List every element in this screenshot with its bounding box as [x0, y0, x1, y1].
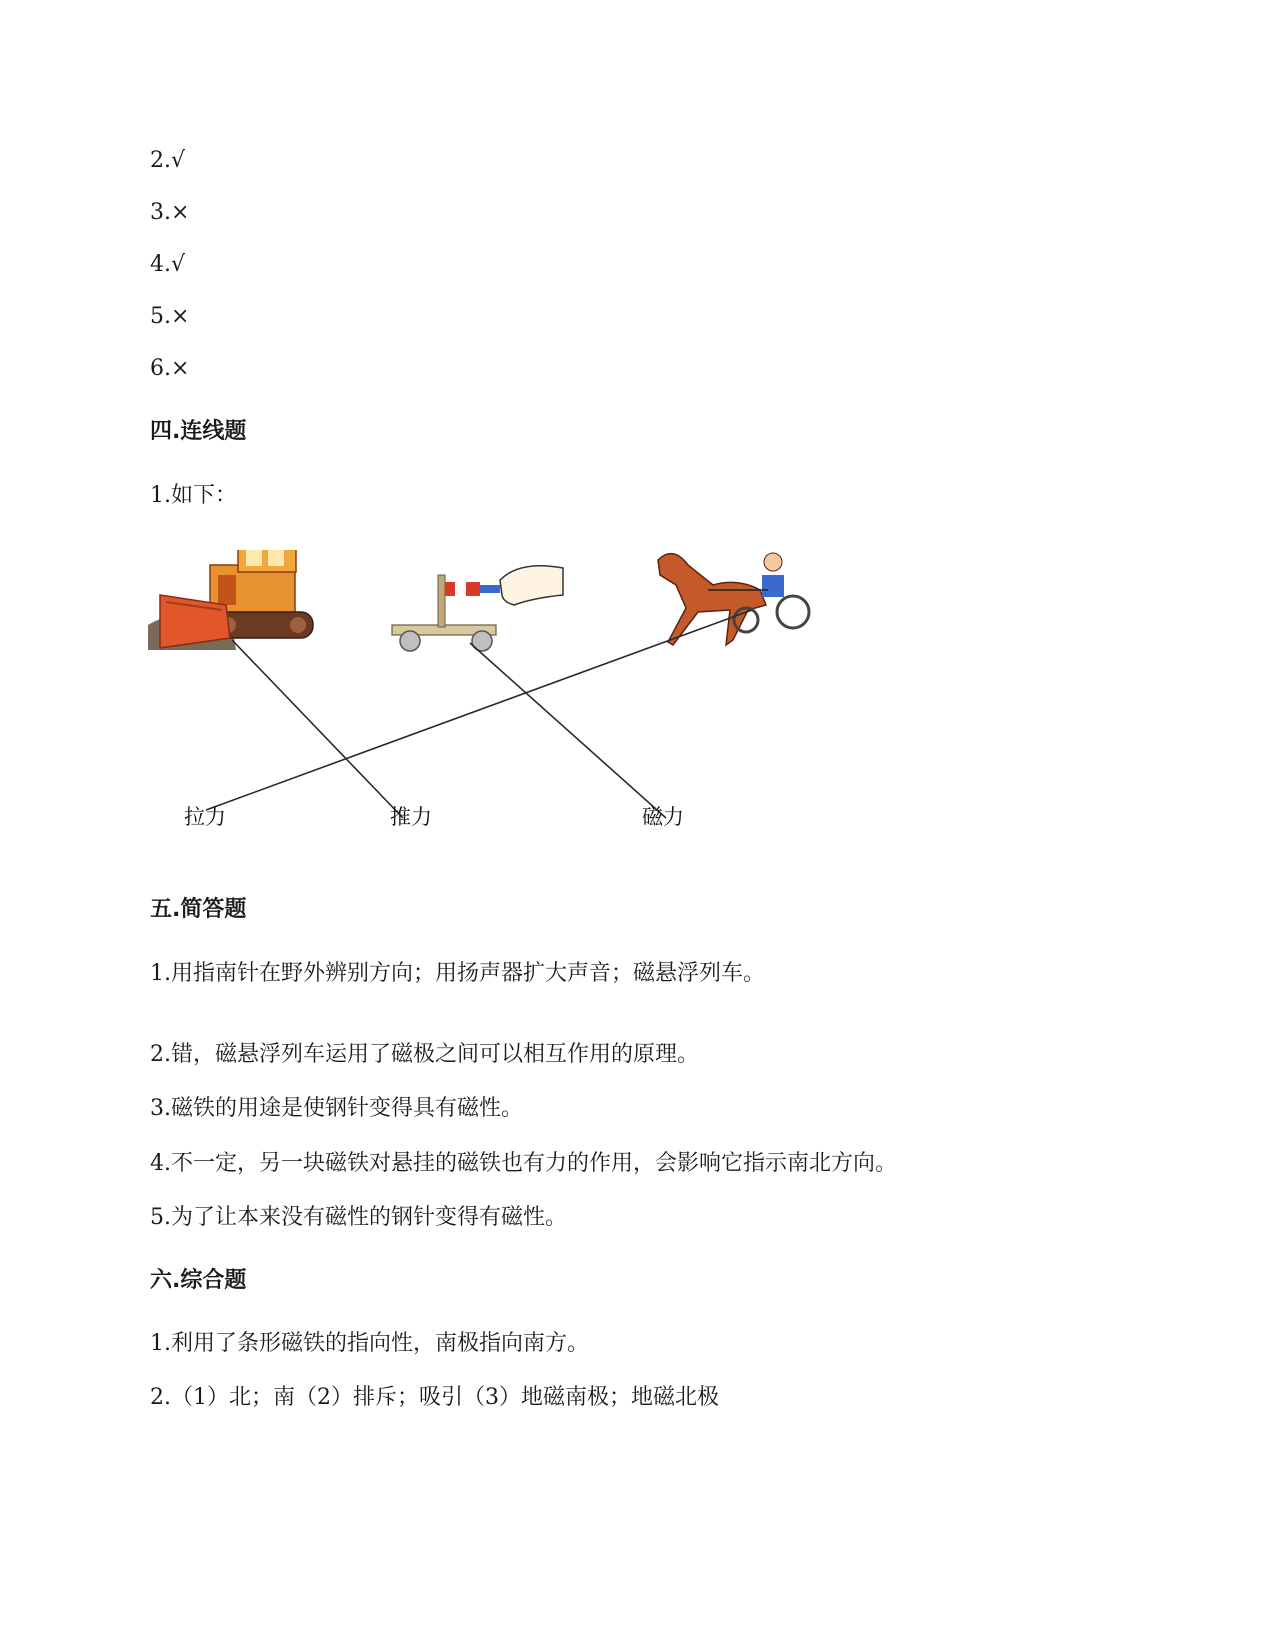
answer-2: 2.√ [150, 148, 186, 173]
answer-4: 4.√ [150, 252, 186, 277]
section4-heading: 四.连线题 [150, 419, 247, 444]
connector-cart-magnetic [470, 643, 666, 818]
label-magnetic: 磁力 [642, 805, 684, 829]
section6-item1: 1.利用了条形磁铁的指向性，南极指向南方。 [150, 1331, 589, 1356]
matching-diagram [148, 550, 868, 870]
answer-6: 6.× [150, 356, 190, 381]
section5-item1: 1.用指南针在野外辨别方向；用扬声器扩大声音；磁悬浮列车。 [150, 961, 765, 986]
label-pull: 拉力 [184, 805, 226, 829]
section6-item2: 2.（1）北；南（2）排斥；吸引（3）地磁南极；地磁北极 [150, 1385, 719, 1410]
section5-item3: 3.磁铁的用途是使钢针变得具有磁性。 [150, 1096, 523, 1121]
cart-hand-illustration [392, 566, 563, 651]
section5-item4: 4.不一定，另一块磁铁对悬挂的磁铁也有力的作用，会影响它指示南北方向。 [150, 1151, 897, 1176]
section6-heading: 六.综合题 [150, 1268, 247, 1293]
section4-item1: 1.如下： [150, 483, 237, 508]
section5-item5: 5.为了让本来没有磁性的钢针变得有磁性。 [150, 1205, 567, 1230]
section5-heading: 五.简答题 [150, 897, 247, 922]
section5-item2: 2.错，磁悬浮列车运用了磁极之间可以相互作用的原理。 [150, 1042, 699, 1067]
matching-figure [148, 550, 868, 870]
label-push: 推力 [390, 805, 432, 829]
answer-5: 5.× [150, 304, 190, 329]
answer-3: 3.× [150, 200, 190, 225]
horse-cart-illustration [658, 553, 809, 645]
bulldozer-illustration [148, 550, 313, 650]
